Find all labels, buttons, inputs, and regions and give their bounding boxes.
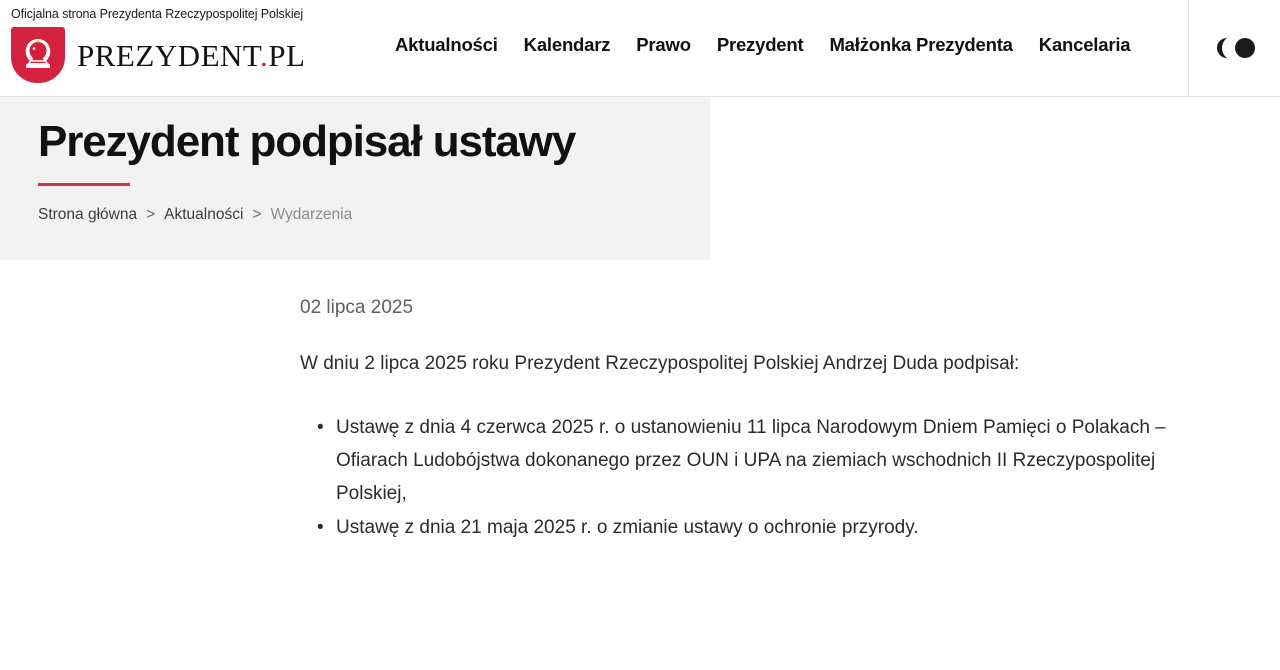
page-title-band	[0, 97, 710, 260]
brand-dot: .	[260, 37, 269, 73]
article-body	[300, 297, 1205, 547]
breadcrumb-item-aktualnosci[interactable]: Aktualności	[164, 206, 244, 224]
page-title: Prezydent podpisał ustawy	[38, 117, 576, 166]
dark-mode-toggle-button[interactable]	[1188, 0, 1280, 96]
signed-acts-list	[300, 412, 1205, 545]
polish-eagle-coat-of-arms-icon	[11, 27, 65, 83]
site-logo-link[interactable]	[11, 27, 305, 83]
main-navigation	[395, 34, 1130, 56]
article-date: 02 lipca 2025	[300, 297, 414, 318]
site-header	[0, 0, 1280, 97]
nav-item-prawo[interactable]: Prawo	[636, 34, 691, 55]
nav-item-malzonka-prezydenta[interactable]: Małżonka Prezydenta	[829, 34, 1013, 55]
nav-item-prezydent[interactable]: Prezydent	[716, 34, 804, 55]
breadcrumb-item-wydarzenia: Wydarzenia	[270, 206, 353, 224]
breadcrumb	[38, 206, 710, 224]
nav-item-kancelaria[interactable]: Kancelaria	[1038, 34, 1131, 55]
list-item: • Ustawę z dnia 21 maja 2025 r. o zmianie ustawy o ochronie przyrody.	[300, 512, 1205, 545]
nav-item-kalendarz[interactable]: Kalendarz	[523, 34, 611, 55]
title-accent-rule	[38, 183, 130, 186]
dark-mode-toggle-icon	[1213, 35, 1257, 61]
brand-wordmark	[77, 37, 306, 73]
breadcrumb-item-home[interactable]: Strona główna	[38, 206, 138, 224]
brand-tld: PL	[268, 37, 306, 73]
breadcrumb-separator: >	[252, 206, 262, 224]
list-item: • Ustawę z dnia 4 czerwca 2025 r. o ustanowieniu 11 lipca Narodowym Dniem Pamięci o Polakach – Ofiarach Ludobójstwa dokonanego przez OUN i UPA na ziemiach wschodnich II Rzeczypospolitej Polskiej,	[300, 412, 1205, 510]
nav-item-aktualnosci[interactable]: Aktualności	[395, 34, 498, 55]
official-site-notice: Oficjalna strona Prezydenta Rzeczypospolitej Polskiej	[11, 7, 304, 21]
breadcrumb-separator: >	[146, 206, 156, 224]
brand-name-text: PREZYDENT	[77, 37, 261, 73]
article-lead-paragraph: W dniu 2 lipca 2025 roku Prezydent Rzeczypospolitej Polskiej Andrzej Duda podpisał:	[300, 353, 1020, 374]
